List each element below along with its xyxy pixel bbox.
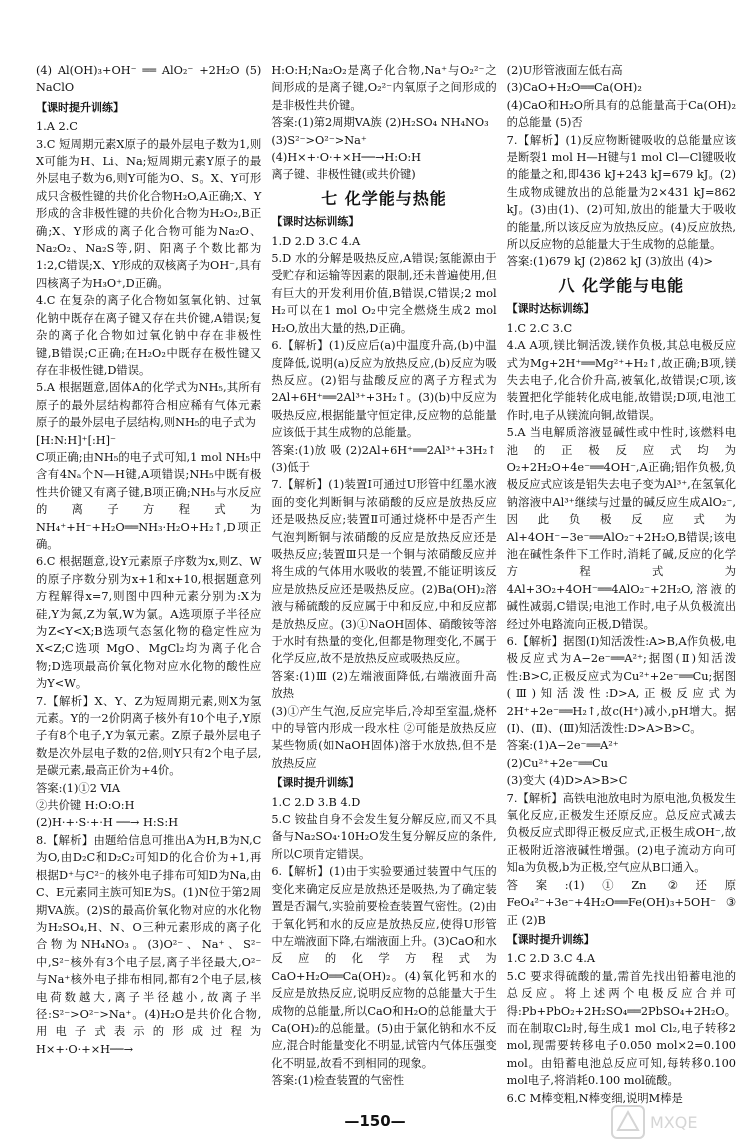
answer-paragraph: (3)CaO+H₂O══Ca(OH)₂ xyxy=(506,81,642,95)
answer-paragraph: (2)H·+·S·+·H ──→ H:S:H xyxy=(36,816,179,830)
answer-paragraph: 答案:(1)①Zn ②还原 FeO₄²⁻+3e⁻+4H₂O══Fe(OH)₃+5OH⁻ ③正 (2)B xyxy=(506,878,736,927)
answer-paragraph: 8.【解析】由题给信息可推出A为H,B为N,C为O,由D₂C和D₂C₂可知D的化合价为+1,再根据D⁺与C²⁻的核外电子排布可知D为Na,由C、E元素同主族可知E为S。(1)N位于第2周期VA族。(2)S的最高价氧化物对应的水化物为H₂SO₄,H、N、O三种元素形成的离子化合物为NH₄NO₃。(3)O²⁻、Na⁺、S²⁻中,S²⁻核外有3个电子层,离子半径最大,O²⁻与Na⁺核外电子排布相同,都有2个电子层,核电荷数越大,离子半径越小,故离子半径:S²⁻>O²⁻>Na⁺。(4)H₂O是共价化合物,用电子式表示的形成过程为H×+·O·+×H──→ xyxy=(36,833,262,1056)
answer-paragraph: (4)H×+·O·+×H──→H:O:H xyxy=(271,151,421,165)
answer-paragraph: 4.A A项,镁比铜活泼,镁作负极,其总电极反应式为Mg+2H⁺══Mg²⁺+H₂↑,故正确;B项,镁失去电子,化合价升高,被氧化,故错误;C项,该装置把化学能转化成电能,故错误;D项,电池工作时,电子从镁流向铜,故错误。 xyxy=(506,339,736,422)
column-2 xyxy=(271,62,496,1104)
section-label: 【课时达标训练】 xyxy=(506,302,595,316)
answer-paragraph: 5.A 当电解质溶液显碱性或中性时,该燃料电池的正极反应式均为O₂+2H₂O+4e⁻══4OH⁻,A正确;铝作负极,负极反应式应该是铝失去电子变为Al³⁺,在氢氧化钠溶液中Al³⁺继续与过量的碱反应生成AlO₂⁻,因此负极反应式为Al+4OH⁻−3e⁻══AlO₂⁻+2H₂O,B错误;该电池在碱性条件下工作时,消耗了碱,反应的化学方程式为4Al+3O₂+4OH⁻══4AlO₂⁻+2H₂O,溶液的碱性减弱,C错误;电池工作时,电子从负极流出经过外电路流向正极,D错误。 xyxy=(506,426,736,631)
answer-paragraph: 1.C 2.D 3.C 4.A xyxy=(506,952,596,966)
answer-paragraph: (3)S²⁻>O²⁻>Na⁺ xyxy=(271,133,367,147)
answer-paragraph: (2)U形管液面左低右高 xyxy=(506,64,623,77)
answer-paragraph: (3)①产生气泡,反应完毕后,冷却至室温,烧杯中的导管内形成一段水柱 ②可能是放热反应 某些物质(如NaOH固体)溶于水放热,但不是放热反应 xyxy=(271,704,497,770)
answer-paragraph: 6.【解析】据图(Ⅰ)知活泼性:A>B,A作负极,电极反应式为A−2e⁻══A²⁺;据图(Ⅱ)知活泼性:B>C,正极反应式为Cu²⁺+2e⁻══Cu;据图(Ⅲ)知活泼性:D>A,正极反应式为2H⁺+2e⁻══H₂↑,故c(H⁺)减小,pH增大。据(Ⅰ)、(Ⅱ)、(Ⅲ)知活泼性:D>A>B>C。 xyxy=(506,635,736,736)
section-label: 【课时达标训练】 xyxy=(271,215,360,229)
svg-text:MXQE: MXQE xyxy=(650,1113,698,1132)
answer-paragraph: 答案:(1)Ⅲ (2)左端液面降低,右端液面升高 放热 xyxy=(271,669,497,701)
answer-paragraph: (4) Al(OH)₃+OH⁻ ══ AlO₂⁻ +2H₂O (5) NaClO xyxy=(36,64,262,95)
answer-paragraph: 答案:(1)检查装置的气密性 xyxy=(271,1074,405,1088)
answer-paragraph: 5.C 要求得硫酸的量,需首先找出铅蓄电池的总反应。将上述两个电极反应合并可得:Pb+PbO₂+2H₂SO₄══2PbSO₄+2H₂O。而在制取Cl₂时,每生成1 mol Cl₂,电子转移2 mol,现需要转移电子0.050 mol×2=0.100 mol。由铅蓄电池总反应可知,每转移0.100 mol电子,将消耗0.100 mol硫酸。 xyxy=(506,969,736,1088)
answer-paragraph: ②共价键 H:O:O:H xyxy=(36,799,135,813)
section-label: 【课时提升训练】 xyxy=(36,100,124,114)
answer-paragraph: (4)CaO和H₂O所具有的总能量高于Ca(OH)₂的总能量 (5)否 xyxy=(506,98,736,130)
answer-paragraph: 1.A 2.C xyxy=(36,120,78,134)
answer-paragraph: 1.C 2.C 3.C xyxy=(506,321,573,335)
answer-paragraph: 答案:(1)679 kJ (2)862 kJ (3)放出 (4)> xyxy=(506,255,713,269)
answer-paragraph: 6.C 根据题意,设Y元素原子序数为x,则Z、W的原子序数分别为x+1和x+10,根据题意列方程解得x=7,则图中四种元素分别为:X为硅,Y为氮,Z为氧,W为氯。A选项原子半径应为Z<Y<X;B选项气态氢化物的稳定性应为X<Z;C选项 MgO、MgCl₂均为离子化合物;D选项最高价氧化物对应水化物的酸性应为Y<W。 xyxy=(36,555,262,691)
answer-paragraph: 5.C 铵盐自身不会发生复分解反应,而又不具备与Na₂SO₄·10H₂O发生复分解反应的条件,所以C项肯定错误。 xyxy=(271,813,497,861)
column-3 xyxy=(507,62,736,1104)
page-number: —150— xyxy=(344,1112,406,1130)
columns xyxy=(36,62,736,1104)
answer-paragraph: (3)变大 (4)D>A>B>C xyxy=(506,774,628,788)
answer-paragraph: 6.C M棒变粗,N棒变细,说明M棒是 xyxy=(506,1091,683,1105)
answer-paragraph: [H:N:H]⁺[:H]⁻ xyxy=(36,433,117,447)
answer-paragraph: 7.【解析】(1)装置Ⅰ可通过U形管中红墨水液面的变化判断铜与浓硝酸的反应是放热反应还是吸热反应;装置Ⅱ可通过烧杯中是否产生气泡判断铜与浓硝酸的反应是放热反应还是吸热反应;装置Ⅲ只是一个铜与浓硝酸反应并将生成的气体用水吸收的装置,不能证明该反应是放热反应还是吸热反应。(2)Ba(OH)₂溶液与稀硫酸的反应属于中和反应,中和反应都是放热反应。(3)①NaOH固体、硝酸铵等溶于水时有热量的变化,但都是物理变化,不属于化学反应,故不是放热反应或吸热反应。 xyxy=(271,478,497,666)
answer-paragraph: 6.【解析】(1)反应后(a)中温度升高,(b)中温度降低,说明(a)反应为放热反应,(b)反应为吸热反应。(2)铝与盐酸反应的离子方程式为2Al+6H⁺══2Al³⁺+3H₂↑。(3)(b)中反应为吸热反应,根据能量守恒定律,反应物的总能量应该低于其生成物的总能量。 xyxy=(271,339,497,440)
watermark-logo xyxy=(610,1102,730,1142)
answer-paragraph: 答案:(1)A−2e⁻══A²⁺ xyxy=(506,739,619,753)
answer-paragraph: H:O:H;Na₂O₂是离子化合物,Na⁺与O₂²⁻之间形成的是离子键,O₂²⁻内氧原子之间形成的是非极性共价键。 xyxy=(271,64,497,112)
answer-paragraph: 5.A 根据题意,固体A的化学式为NH₅,其所有原子的最外层结构都符合相应稀有气体元素原子的最外层电子层结构,则NH₅的电子式为 xyxy=(36,381,262,430)
answer-paragraph: 1.C 2.D 3.B 4.D xyxy=(271,795,361,809)
answer-paragraph: 7.【解析】高铁电池放电时为原电池,负极发生氧化反应,正极发生还原反应。总反应式减去负极反应式即得正极反应式,正极生成OH⁻,故正极附近溶液碱性增强。(2)电子流动方向可知a为负极,b为正极,空气应从B口通入。 xyxy=(506,791,736,875)
answer-paragraph: (2)Cu²⁺+2e⁻══Cu xyxy=(506,756,608,770)
answer-paragraph: 答案:(1)①2 ⅥA xyxy=(36,781,120,795)
answer-paragraph: 1.D 2.D 3.C 4.A xyxy=(271,234,361,248)
section-title: 八 化学能与电能 xyxy=(558,275,685,295)
answer-paragraph: 6.【解析】(1)由于实验要通过装置中气压的变化来确定反应是放热还是吸热,为了确定装置是否漏气,实验前要检查装置气密性。(2)由于氧化钙和水的反应是放热反应,使得U形管中左端液面下降,右端液面上升。(3)CaO和水反应的化学方程式为CaO+H₂O══Ca(OH)₂。(4)氧化钙和水的反应是放热反应,说明反应物的总能量大于生成物的总能量,所以CaO和H₂O的总能量大于Ca(OH)₂的总能量。(5)由于氯化钠和水不反应,混合时能量变化不明显,试管内气体压强变化不明显,故看不到相同的现象。 xyxy=(271,865,497,1070)
section-label: 【课时提升训练】 xyxy=(506,932,595,946)
section-label: 【课时提升训练】 xyxy=(271,776,360,790)
column-1 xyxy=(36,62,261,1104)
answer-paragraph: 7.【解析】(1)反应物断键吸收的总能量应该是断裂1 mol H—H键与1 mol Cl—Cl键吸收的能量之和,即436 kJ+243 kJ=679 kJ。(2)生成物成键放出的总能量为2×431 kJ=862 kJ。(3)由(1)、(2)可知,放出的能量大于吸收的能量,所以该反应为放热反应。(4)反应放热,所以反应物的总能量大于生成物的总能量。 xyxy=(506,133,736,252)
answer-paragraph: 5.D 水的分解是吸热反应,A错误;氢能源由于受贮存和运输等因素的限制,还未普遍使用,但有巨大的开发利用价值,B错误,C错误;2 mol H₂可以在1 mol O₂中完全燃烧生成2 mol H₂O,放出大量的热,D正确。 xyxy=(271,252,497,335)
section-title: 七 化学能与热能 xyxy=(321,188,447,208)
answer-paragraph: 离子键、非极性键(或共价键) xyxy=(271,168,416,182)
answer-paragraph: 4.C 在复杂的离子化合物如氢氧化钠、过氧化钠中既存在离子键又存在共价键,A错误;复杂的离子化合物如过氧化钠中存在非极性键,B错误;C正确;在H₂O₂中既存在极性键又存在非极性键,D错误。 xyxy=(36,294,262,377)
answer-paragraph: 答案:(1)第2周期VA族 (2)H₂SO₄ NH₄NO₃ xyxy=(271,116,489,130)
answer-paragraph: 3.C 短周期元素X原子的最外层电子数为1,则X可能为H、Li、Na;短周期元素Y原子的最外层电子数为6,则Y可能为O、S。X、Y可形成只含极性键的共价化合物H₂O,A正确;X、Y形成的含非极性键的共价化合物为H₂O₂,B正确;X、Y形成的离子化合物可能为Na₂O、Na₂O₂、Na₂S等,阴、阳离子个数比都为1:2,C错误;X、Y形成的双核离子为OH⁻,具有四核离子为H₃O⁺,D正确。 xyxy=(36,137,262,290)
answer-paragraph: 7.【解析】X、Y、Z为短周期元素,则X为氢元素。Y的一2价阴离子核外有10个电子,Y原子有8个电子,Y为氧元素。Z原子最外层电子数是次外层电子数的2倍,则Y只有2个电子层,是碳元素,最高正价为+4价。 xyxy=(36,694,262,778)
answer-paragraph: 答案:(1)放 吸 (2)2Al+6H⁺══2Al³⁺+3H₂↑ (3)低于 xyxy=(271,443,497,474)
answer-paragraph: C项正确;由NH₅的电子式可知,1 mol NH₅中含有4Nₐ个N—H键,A项错误;NH₅中既有极性共价键又有离子键,B项正确;NH₅与水反应的离子方程式为NH₄⁺+H⁻+H₂O══NH₃·H₂O+H₂↑,D项正确。 xyxy=(36,450,262,551)
